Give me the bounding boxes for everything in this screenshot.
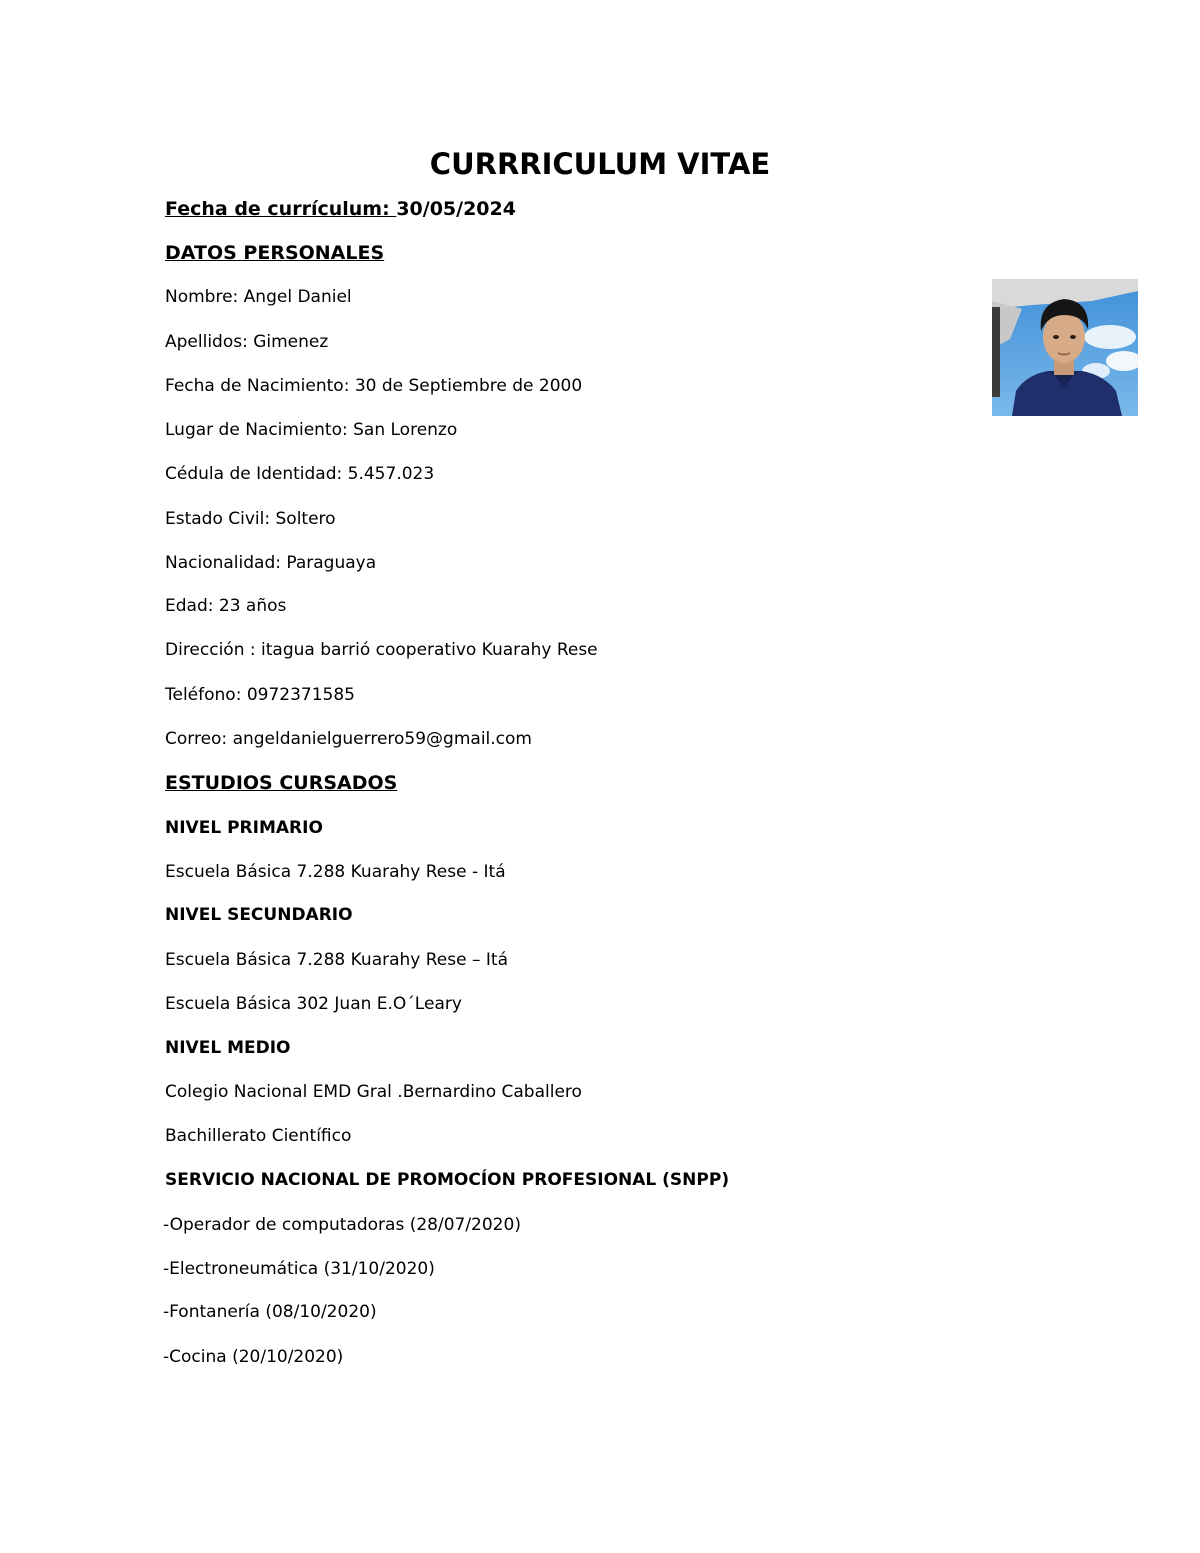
secundario-school-2: Escuela Básica 302 Juan E.O´Leary (165, 994, 462, 1014)
personal-estado-civil: Estado Civil: Soltero (165, 509, 336, 529)
personal-lugar-nacimiento: Lugar de Nacimiento: San Lorenzo (165, 420, 458, 440)
level-secundario-label: NIVEL SECUNDARIO (165, 905, 353, 925)
personal-fecha-nacimiento: Fecha de Nacimiento: 30 de Septiembre de 2000 (165, 376, 583, 396)
cv-title: CURRRICULUM VITAE (429, 147, 771, 181)
snpp-label: SERVICIO NACIONAL DE PROMOCÍON PROFESIONAL (SNPP) (165, 1170, 730, 1190)
personal-cedula: Cédula de Identidad: 5.457.023 (165, 464, 435, 484)
medio-degree: Bachillerato Científico (165, 1126, 352, 1146)
secundario-school-1: Escuela Básica 7.288 Kuarahy Rese – Itá (165, 950, 508, 970)
level-primario-label: NIVEL PRIMARIO (165, 818, 323, 838)
cv-date-value: 30/05/2024 (396, 198, 516, 220)
section-heading-datos-personales: DATOS PERSONALES (165, 242, 385, 264)
personal-correo: Correo: angeldanielguerrero59@gmail.com (165, 729, 532, 749)
medio-school: Colegio Nacional EMD Gral .Bernardino Caballero (165, 1082, 582, 1102)
level-medio-label: NIVEL MEDIO (165, 1038, 291, 1058)
personal-apellidos: Apellidos: Gimenez (165, 332, 329, 352)
snpp-course: -Operador de computadoras (28/07/2020) (163, 1215, 521, 1235)
cv-date-line (165, 197, 516, 221)
personal-nacionalidad: Nacionalidad: Paraguaya (165, 553, 377, 573)
primario-school: Escuela Básica 7.288 Kuarahy Rese - Itá (165, 862, 506, 882)
section-heading-estudios: ESTUDIOS CURSADOS (165, 772, 398, 794)
cv-date-label: Fecha de currículum: (165, 198, 397, 220)
snpp-course: -Cocina (20/10/2020) (163, 1347, 344, 1367)
snpp-course: -Fontanería (08/10/2020) (163, 1302, 377, 1322)
personal-telefono: Teléfono: 0972371585 (165, 685, 355, 705)
snpp-course: -Electroneumática (31/10/2020) (163, 1259, 435, 1279)
profile-photo (992, 279, 1138, 416)
personal-direccion: Dirección : itagua barrió cooperativo Kuarahy Rese (165, 640, 598, 660)
personal-nombre: Nombre: Angel Daniel (165, 287, 352, 307)
personal-edad: Edad: 23 años (165, 596, 287, 616)
